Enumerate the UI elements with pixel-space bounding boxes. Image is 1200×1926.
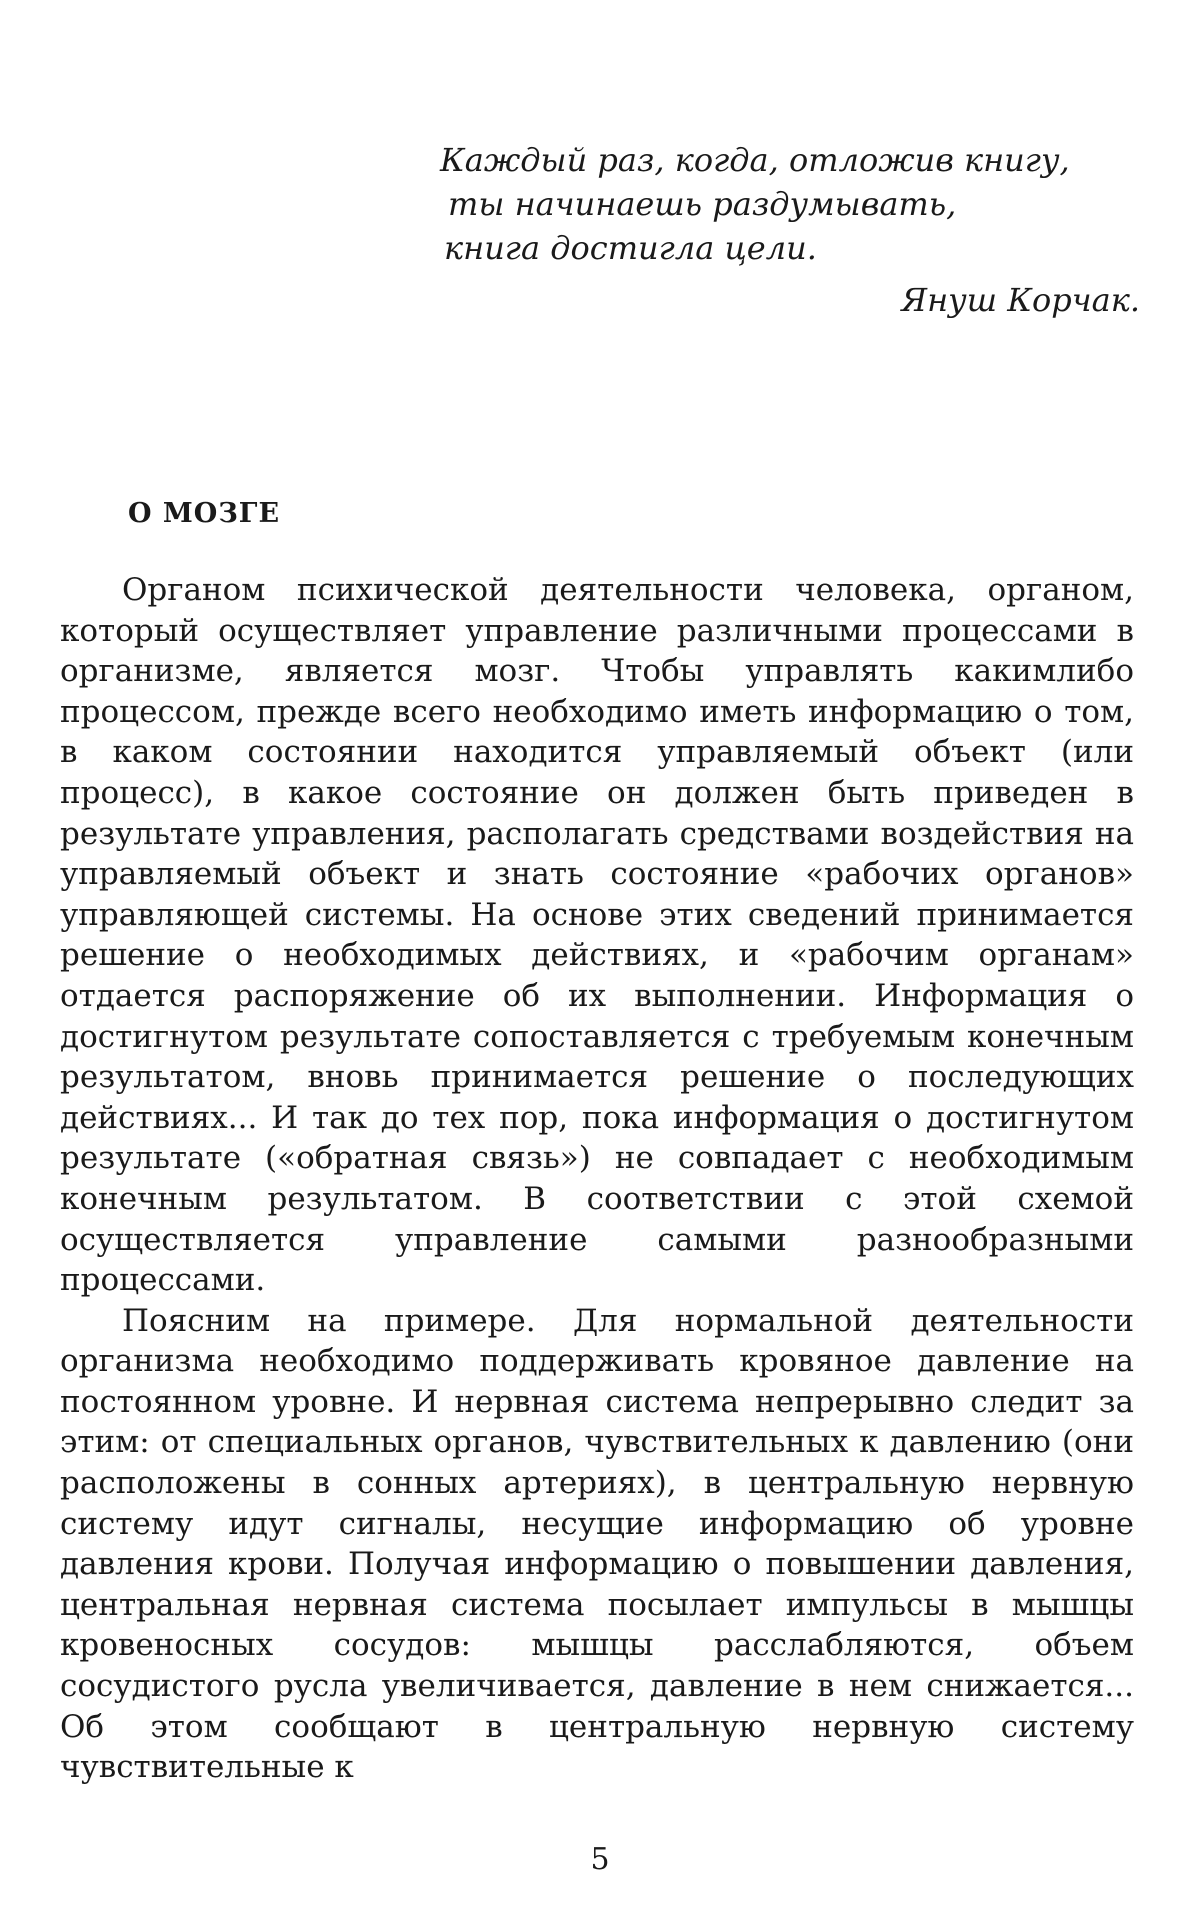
section-heading: О МОЗГЕ [128, 498, 281, 529]
page-number: 5 [590, 1842, 610, 1877]
paragraph-1: Органом психической деятельности человека, органом, который осуществляет управление различными процессами в организме, является мозг. Чтобы управлять какимлибо процессом, прежде всего необходимо иметь информацию о том, в каком состоянии находится управляемый объект (или процесс), в какое состояние он должен быть приведен в результате управления, располагать средствами воздействия на управляемый объект и знать состояние «рабочих органов» управляющей системы. На основе этих сведений принимается решение о необходимых действиях, и «рабочим органам» отдается распоряжение об их выполнении. Информация о достигнутом результате сопоставляется с требуемым конечным результатом, вновь принимается решение о последующих действиях... И так до тех пор, пока информация о достигнутом результате («обратная связь») не совпадает с необходимым конечным результатом. В соответствии с этой схемой осуществляется управление самыми разнообразными процессами. [60, 572, 1134, 1299]
epigraph-line-3: книга достигла цели. [444, 229, 817, 267]
paragraph-2: Поясним на примере. Для нормальной деятельности организма необходимо поддерживать кровяное давление на постоянном уровне. И нервная система непрерывно следит за этим: от специальных органов, чувствительных к давлению (они расположены в сонных артериях), в центральную нервную систему идут сигналы, несущие информацию об уровне давления крови. Получая информацию о повышении давления, центральная нервная система посылает импульсы в мышцы кровеносных сосудов: мышцы расслабляются, объем сосудистого русла увеличивается, давление в нем снижается... Об этом сообщают в центральную нервную систему чувствительные к [60, 1302, 1134, 1786]
epigraph-author: Януш Корчак. [901, 281, 1140, 319]
epigraph-line-2: ты начинаешь раздумывать, [448, 185, 957, 223]
epigraph [440, 138, 1140, 270]
epigraph-line-1: Каждый раз, когда, отложив книгу, [440, 141, 1070, 179]
body-text [60, 570, 1134, 1788]
